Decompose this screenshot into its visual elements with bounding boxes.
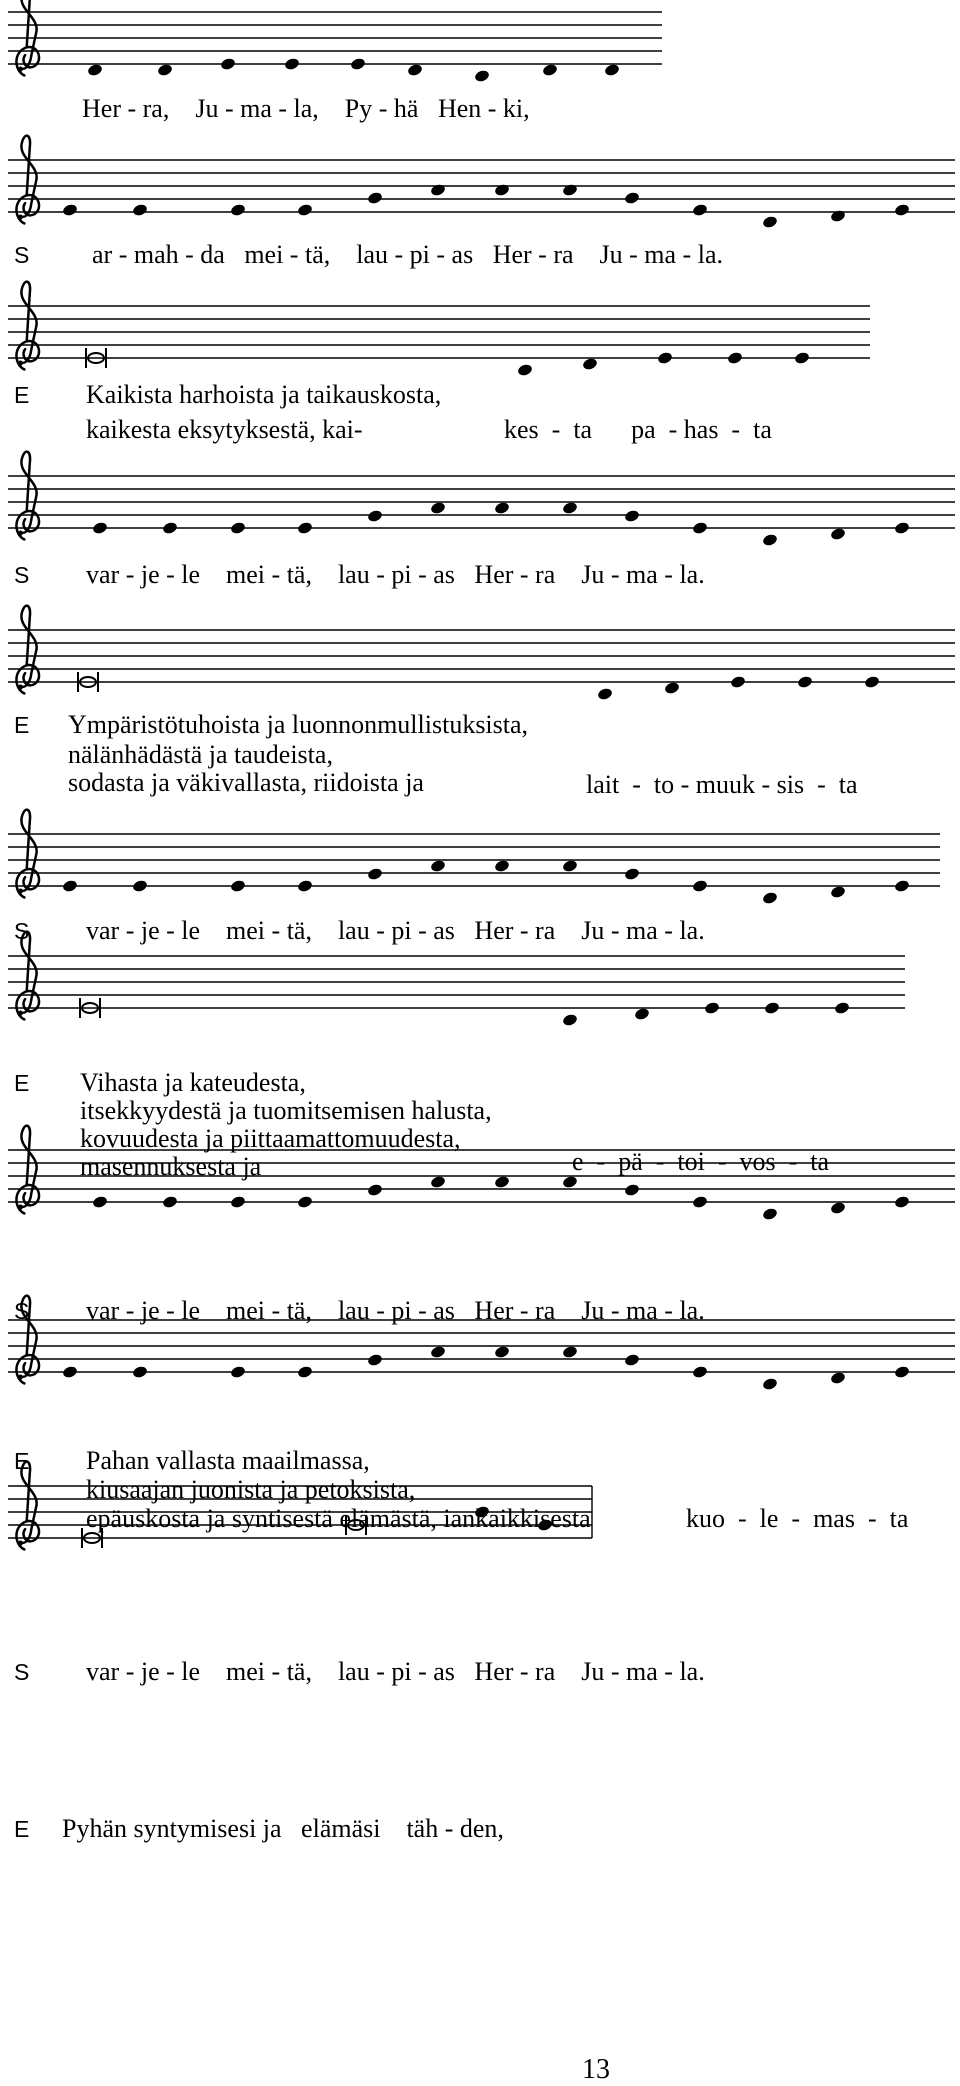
text-line: Pahan vallasta maailmassa, — [86, 1446, 370, 1475]
text-line: Ympäristötuhoista ja luonnonmullistuksista, — [68, 710, 529, 739]
text-line: masennuksesta ja — [80, 1152, 262, 1181]
lyric-tail: kes - ta pa - has - ta — [504, 415, 772, 444]
lyric-row-10: var - je - le mei - tä, lau - pi - as Her - ra Ju - ma - la. — [86, 1657, 705, 1686]
text-line: sodasta ja väkivallasta, riidoista ja — [68, 768, 424, 797]
lyric-row-11: Pyhän syntymisesi ja elämäsi täh - den, — [62, 1814, 504, 1843]
role-label-s: S — [14, 918, 30, 944]
page-number: 13 — [582, 2054, 610, 2085]
staff-system-5 — [8, 606, 955, 701]
role-label-s: S — [14, 1298, 30, 1324]
staff-system-4 — [8, 452, 955, 547]
lyric-row-2: ar - mah - da mei - tä, lau - pi - as Her - ra Ju - ma - la. — [92, 240, 723, 269]
role-label-e: E — [14, 712, 30, 738]
lyric-tail: kuo - le - mas - ta — [686, 1504, 909, 1533]
text-line: itsekkyydestä ja tuomitsemisen halusta, — [80, 1096, 492, 1125]
text-line: Kaikista harhoista ja taikauskosta, — [86, 380, 442, 409]
staff-system-6 — [8, 810, 940, 905]
role-label-s: S — [14, 242, 30, 268]
text-line: kaikesta eksytyksestä, kai- — [86, 415, 363, 444]
lyric-tail: e - pä - toi - vos - ta — [572, 1147, 830, 1176]
text-line: kovuudesta ja piittaamattomuudesta, — [80, 1124, 461, 1153]
staff-system-7 — [8, 932, 905, 1027]
lyric-row-8: var - je - le mei - tä, lau - pi - as Her - ra Ju - ma - la. — [86, 1296, 705, 1325]
lyric-tail: lait - to - muuk - sis - ta — [586, 770, 858, 799]
lyric-row-6: var - je - le mei - tä, lau - pi - as Her - ra Ju - ma - la. — [86, 916, 705, 945]
text-line: epäuskosta ja syntisestä elämästä, iankaikkisesta — [86, 1504, 591, 1533]
role-label-e: E — [14, 1448, 30, 1474]
role-label-e: E — [14, 1816, 30, 1842]
staff-system-1 — [8, 0, 662, 83]
lyric-row-4: var - je - le mei - tä, lau - pi - as Her - ra Ju - ma - la. — [86, 560, 705, 589]
role-label-s: S — [14, 562, 30, 588]
staff-system-3 — [8, 282, 870, 377]
role-label-s: S — [14, 1659, 30, 1685]
text-line: kiusaajan juonista ja petoksista, — [86, 1475, 416, 1504]
lyric-row-1: Her - ra, Ju - ma - la, Py - hä Hen - ki, — [82, 94, 530, 123]
role-label-e: E — [14, 382, 30, 408]
staff-system-2 — [8, 136, 955, 229]
text-line: Vihasta ja kateudesta, — [80, 1068, 306, 1097]
text-line: nälänhädästä ja taudeista, — [68, 740, 333, 769]
role-label-e: E — [14, 1070, 30, 1096]
